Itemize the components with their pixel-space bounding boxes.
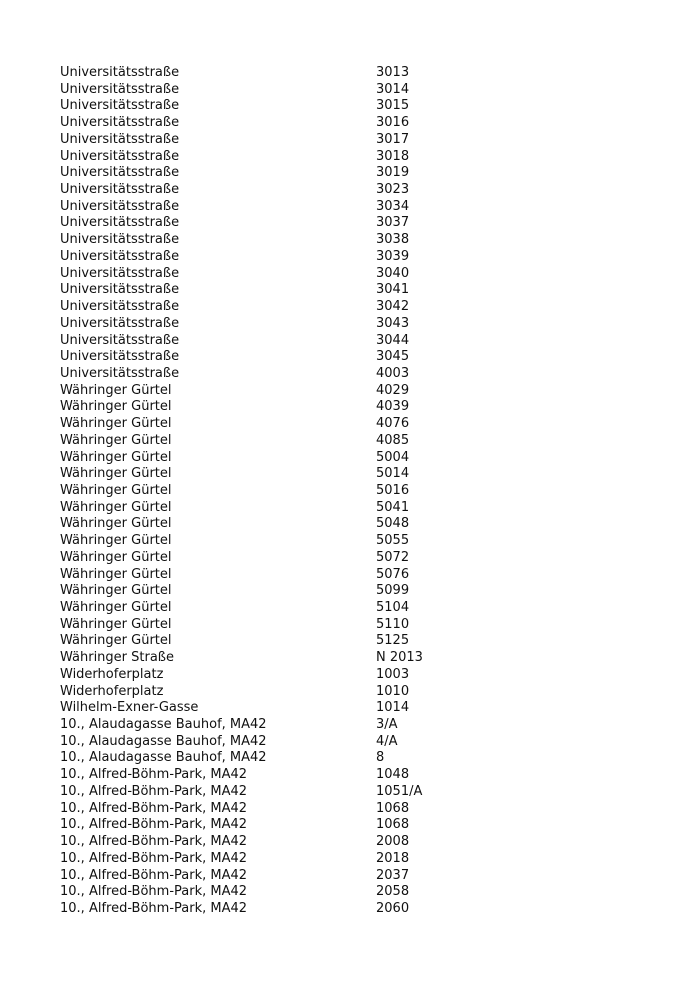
list-row	[60, 801, 480, 818]
list-row	[60, 249, 480, 266]
list-row	[60, 165, 480, 182]
location-number: 4039	[376, 399, 410, 415]
location-number: 3041	[376, 282, 410, 298]
location-number: 3039	[376, 248, 410, 264]
street-name: Universitätsstraße	[60, 299, 180, 315]
street-name: Währinger Gürtel	[60, 432, 172, 448]
street-name: Universitätsstraße	[60, 365, 180, 381]
street-name: Widerhoferplatz	[60, 666, 164, 682]
list-row	[60, 500, 480, 517]
list-row	[60, 516, 480, 533]
location-number: 4029	[376, 382, 410, 398]
street-name: Universitätsstraße	[60, 198, 180, 214]
list-row	[60, 349, 480, 366]
list-row	[60, 717, 480, 734]
street-name: 10., Alfred-Böhm-Park, MA42	[60, 867, 248, 883]
street-name: 10., Alfred-Böhm-Park, MA42	[60, 817, 248, 833]
street-name: Währinger Gürtel	[60, 416, 172, 432]
location-number: 1014	[376, 700, 410, 716]
street-name: 10., Alfred-Böhm-Park, MA42	[60, 767, 248, 783]
list-row	[60, 399, 480, 416]
street-name: Widerhoferplatz	[60, 683, 164, 699]
list-row	[60, 65, 480, 82]
location-number: 3045	[376, 349, 410, 365]
street-name: 10., Alaudagasse Bauhof, MA42	[60, 733, 267, 749]
location-number: 3040	[376, 265, 410, 281]
location-number: 3015	[376, 98, 410, 114]
location-number: 2058	[376, 884, 410, 900]
location-number: 1010	[376, 683, 410, 699]
list-row	[60, 282, 480, 299]
list-row	[60, 266, 480, 283]
location-number: 5014	[376, 466, 410, 482]
location-number: 3044	[376, 332, 410, 348]
location-number: 4003	[376, 365, 410, 381]
location-number: 5104	[376, 600, 410, 615]
location-number: 5004	[376, 449, 410, 465]
list-row	[60, 784, 480, 801]
list-row	[60, 466, 480, 483]
street-name: Universitätsstraße	[60, 131, 180, 147]
location-number: 3042	[376, 299, 410, 315]
location-number: 1003	[376, 666, 410, 682]
list-row	[60, 115, 480, 132]
street-name: 10., Alaudagasse Bauhof, MA42	[60, 717, 267, 733]
location-number: 3/A	[376, 717, 398, 733]
list-row	[60, 868, 480, 885]
location-number: 5076	[376, 566, 410, 582]
list-row	[60, 884, 480, 901]
list-row	[60, 199, 480, 216]
list-row	[60, 82, 480, 99]
location-number: 5055	[376, 533, 410, 549]
street-name: 10., Alaudagasse Bauhof, MA42	[60, 750, 267, 766]
location-number: 2060	[376, 900, 410, 916]
list-row	[60, 182, 480, 199]
street-name: Währinger Gürtel	[60, 549, 172, 565]
list-row	[60, 851, 480, 868]
street-name: Währinger Gürtel	[60, 516, 172, 532]
location-number: 2018	[376, 850, 410, 866]
street-name: Universitätsstraße	[60, 282, 180, 298]
location-number: 3034	[376, 198, 410, 214]
list-row	[60, 684, 480, 701]
street-name: Währinger Gürtel	[60, 382, 172, 398]
street-name: Universitätsstraße	[60, 98, 180, 114]
location-number: 1051/A	[376, 783, 423, 799]
street-name: 10., Alfred-Böhm-Park, MA42	[60, 783, 248, 799]
street-name: Universitätsstraße	[60, 332, 180, 348]
location-number: 5016	[376, 482, 410, 498]
street-name: Währinger Gürtel	[60, 466, 172, 482]
street-name: Universitätsstraße	[60, 115, 180, 131]
list-row	[60, 767, 480, 784]
location-number: 3019	[376, 165, 410, 181]
street-name: Universitätsstraße	[60, 65, 180, 80]
location-number: 5072	[376, 549, 410, 565]
street-name: Währinger Gürtel	[60, 499, 172, 515]
list-row	[60, 215, 480, 232]
list-row	[60, 299, 480, 316]
list-row	[60, 450, 480, 467]
location-number: 4085	[376, 432, 410, 448]
list-row	[60, 132, 480, 149]
location-number: 3018	[376, 148, 410, 164]
location-number: 3017	[376, 131, 410, 147]
list-row	[60, 433, 480, 450]
street-name: Universitätsstraße	[60, 182, 180, 198]
street-name: Universitätsstraße	[60, 81, 180, 97]
location-number: 4076	[376, 416, 410, 432]
street-name: 10., Alfred-Böhm-Park, MA42	[60, 884, 248, 900]
street-name: Währinger Gürtel	[60, 616, 172, 632]
list-row	[60, 149, 480, 166]
street-name: Universitätsstraße	[60, 248, 180, 264]
location-number: 5041	[376, 499, 410, 515]
street-name: Universitätsstraße	[60, 265, 180, 281]
street-name: 10., Alfred-Böhm-Park, MA42	[60, 800, 248, 816]
list-row	[60, 750, 480, 767]
street-name: Währinger Straße	[60, 650, 174, 666]
street-name: Universitätsstraße	[60, 148, 180, 164]
location-number: 4/A	[376, 733, 398, 749]
list-row	[60, 633, 480, 650]
street-name: Währinger Gürtel	[60, 633, 172, 649]
street-name: Wilhelm-Exner-Gasse	[60, 700, 199, 716]
location-number: 3013	[376, 65, 410, 80]
location-number: 1068	[376, 800, 410, 816]
list-row	[60, 817, 480, 834]
street-name: 10., Alfred-Böhm-Park, MA42	[60, 834, 248, 850]
street-name: Universitätsstraße	[60, 215, 180, 231]
list-row	[60, 416, 480, 433]
list-row	[60, 650, 480, 667]
list-row	[60, 567, 480, 584]
location-number: 3014	[376, 81, 410, 97]
location-number: 3037	[376, 215, 410, 231]
street-name: Universitätsstraße	[60, 232, 180, 248]
location-number: 5048	[376, 516, 410, 532]
location-number: 1048	[376, 767, 410, 783]
location-number: 8	[376, 750, 385, 766]
street-name: Währinger Gürtel	[60, 449, 172, 465]
street-name: Währinger Gürtel	[60, 482, 172, 498]
location-number: 3016	[376, 115, 410, 131]
list-row	[60, 667, 480, 684]
street-name: 10., Alfred-Böhm-Park, MA42	[60, 850, 248, 866]
street-name: Universitätsstraße	[60, 315, 180, 331]
list-row	[60, 600, 480, 617]
location-number: 3023	[376, 182, 410, 198]
list-row	[60, 583, 480, 600]
list-row	[60, 901, 480, 918]
location-number: 2037	[376, 867, 410, 883]
location-number: 3038	[376, 232, 410, 248]
street-name: Währinger Gürtel	[60, 583, 172, 599]
list-row	[60, 617, 480, 634]
street-name: Währinger Gürtel	[60, 600, 172, 615]
list-row	[60, 316, 480, 333]
list-row	[60, 834, 480, 851]
list-row	[60, 333, 480, 350]
location-number: N 2013	[376, 650, 423, 666]
street-name: 10., Alfred-Böhm-Park, MA42	[60, 900, 248, 916]
street-number-list	[60, 65, 480, 918]
street-name: Universitätsstraße	[60, 349, 180, 365]
location-number: 3043	[376, 315, 410, 331]
list-row	[60, 98, 480, 115]
list-row	[60, 383, 480, 400]
location-number: 5110	[376, 616, 410, 632]
list-row	[60, 734, 480, 751]
street-name: Währinger Gürtel	[60, 533, 172, 549]
list-row	[60, 232, 480, 249]
location-number: 5099	[376, 583, 410, 599]
list-row	[60, 550, 480, 567]
location-number: 5125	[376, 633, 410, 649]
location-number: 2008	[376, 834, 410, 850]
location-number: 1068	[376, 817, 410, 833]
list-row	[60, 366, 480, 383]
street-name: Währinger Gürtel	[60, 566, 172, 582]
list-row	[60, 533, 480, 550]
street-name: Währinger Gürtel	[60, 399, 172, 415]
list-row	[60, 483, 480, 500]
list-row	[60, 700, 480, 717]
street-name: Universitätsstraße	[60, 165, 180, 181]
